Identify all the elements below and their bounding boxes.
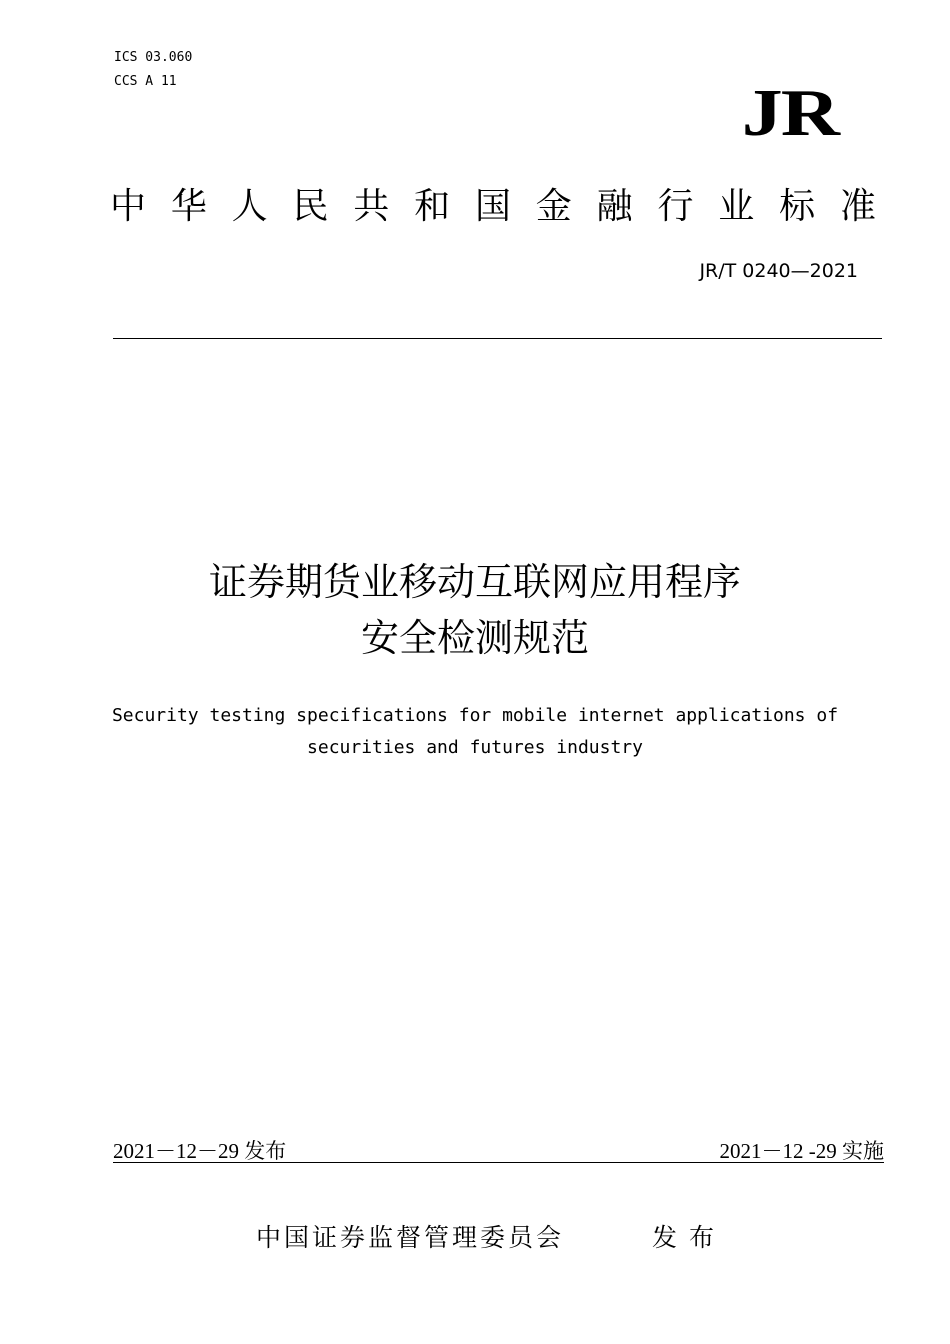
standard-type-char: 华: [170, 186, 207, 227]
standard-type-char: 准: [839, 186, 876, 227]
english-title-line-1: Security testing specifications for mobile internet applications of: [111, 705, 839, 726]
standard-type-char: 和: [414, 186, 451, 227]
standard-type-char: 业: [718, 186, 755, 227]
issue-date: 2021－12－29 发布: [113, 1139, 287, 1163]
jr-logo: JR: [741, 75, 838, 150]
header-divider: [113, 338, 882, 339]
footer-divider: [113, 1162, 884, 1163]
issuing-authority: 中国证券监督管理委员会: [256, 1223, 565, 1252]
standard-type-heading: [110, 182, 876, 232]
implementation-date: 2021－12 -29 实施: [719, 1139, 884, 1163]
standard-type-char: 人: [231, 186, 268, 227]
standard-type-char: 中: [110, 186, 147, 227]
standard-type-char: 标: [779, 186, 816, 227]
standard-type-char: 金: [535, 186, 572, 227]
standard-type-char: 共: [353, 186, 390, 227]
standard-type-char: 融: [596, 186, 633, 227]
ics-code: ICS 03.060: [114, 50, 193, 65]
document-title-line-2: 安全检测规范: [360, 616, 589, 660]
standard-type-char: 行: [657, 186, 694, 227]
standard-type-char: 国: [474, 186, 511, 227]
document-title-line-1: 证券期货业移动互联网应用程序: [208, 560, 741, 604]
ccs-code: CCS A 11: [114, 74, 177, 89]
standard-type-char: 民: [292, 186, 329, 227]
standard-number: JR/T 0240—2021: [699, 260, 858, 282]
issuing-action: 发布: [652, 1223, 727, 1252]
english-title-line-2: securities and futures industry: [307, 737, 643, 758]
